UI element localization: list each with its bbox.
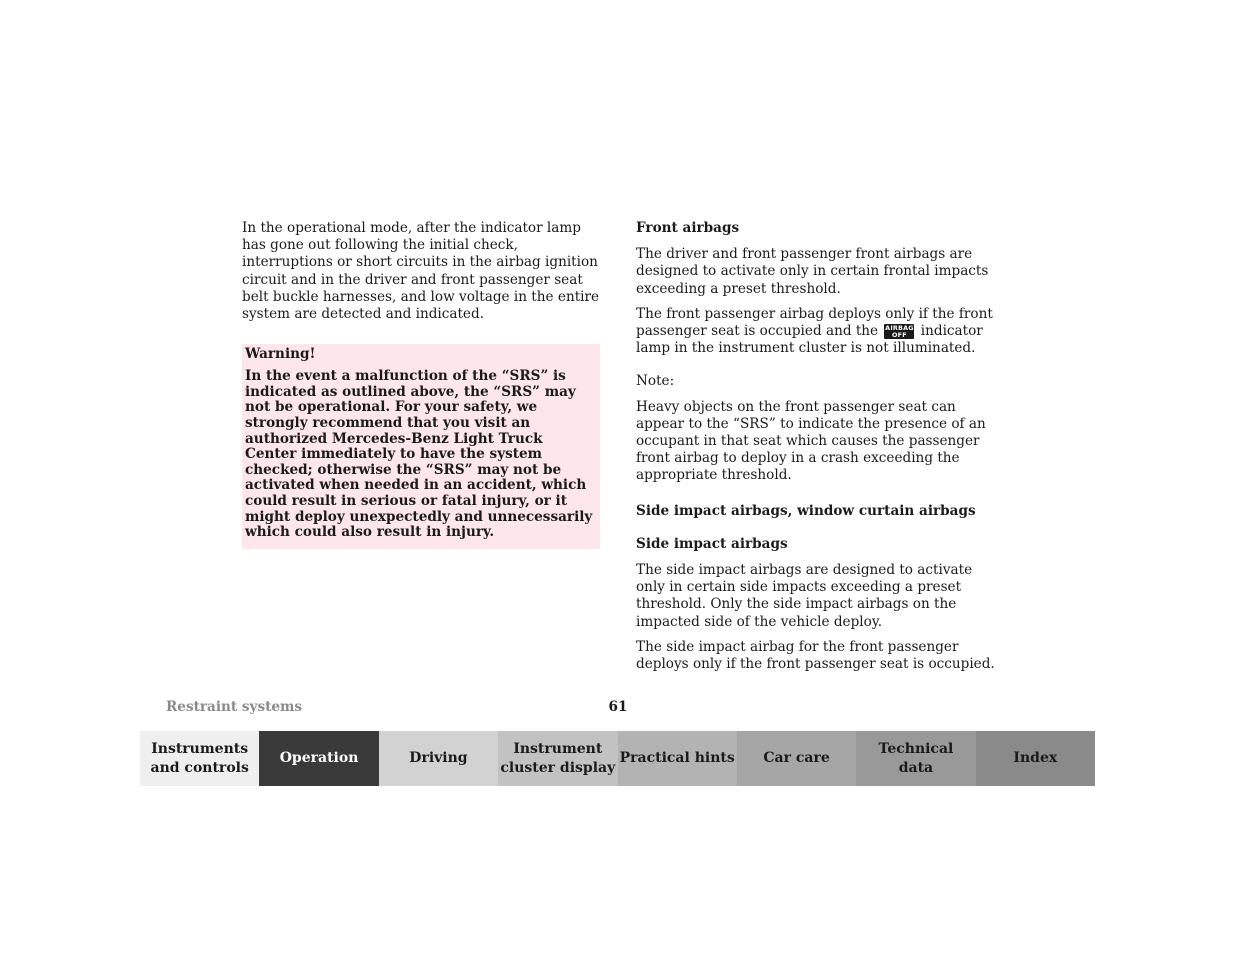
side-impact-airbags-heading: Side impact airbags	[636, 535, 788, 552]
tab-instrument-cluster-display[interactable]: Instrument cluster display	[498, 731, 617, 786]
front-airbags-heading: Front airbags	[636, 220, 740, 236]
airbag-off-icon: AIRBAG OFF	[885, 324, 914, 340]
side-airbags-paragraph-2: The side impact airbag for the front passenger deploys only if the front passenger seat is occupied.	[636, 638, 995, 673]
warning-title: Warning!	[245, 346, 316, 363]
right-column	[636, 220, 998, 681]
tab-practical-hints[interactable]: Practical hints	[618, 731, 737, 786]
left-column	[242, 220, 602, 549]
side-airbags-paragraph-1: The side impact airbags are designed to activate only in certain side impacts exceeding a preset threshold. Only the side impact airbags on the impacted side of the vehicle deploy.	[636, 562, 973, 630]
tab-operation[interactable]: Operation	[259, 731, 378, 786]
front-airbags-p2-before: The front passenger airbag deploys only if the front passenger seat is occupied and the	[636, 305, 993, 340]
side-curtain-airbags-heading: Side impact airbags, window curtain airbags	[636, 502, 976, 519]
chapter-tabs	[140, 731, 1095, 786]
tab-car-care[interactable]: Car care	[737, 731, 856, 786]
tab-index[interactable]: Index	[976, 731, 1095, 786]
footer-section-title: Restraint systems	[166, 699, 303, 715]
intro-paragraph: In the operational mode, after the indicator lamp has gone out following the initial check, interruptions or short circuits in the airbag ignition circuit and in the driver and front passenger seat belt buckle harnesses, and low voltage in the entire system are detected and indicated.	[242, 220, 600, 323]
note-text: Heavy objects on the front passenger seat can appear to the “SRS” to indicate the presence of an occupant in that seat which causes the passenger front airbag to deploy in a crash exceeding the appropriate threshold.	[636, 398, 986, 484]
page-number: 61	[608, 699, 628, 715]
front-airbags-p2-after: indicator lamp in the instrument cluster is not illuminated.	[636, 323, 983, 357]
front-airbags-paragraph-1: The driver and front passenger front airbags are designed to activate only in certain frontal impacts exceeding a preset threshold.	[636, 246, 989, 297]
tab-driving[interactable]: Driving	[379, 731, 498, 786]
tab-technical-data[interactable]: Technical data	[856, 731, 975, 786]
warning-text: In the event a malfunction of the “SRS” is indicated as outlined above, the “SRS” may not be operational. For your safety, we strongly recommend that you visit an authorized Mercedes-Benz Light Truck Center immediately to have the system checked; otherwise the “SRS” may not be activated when needed in an accident, which could result in serious or fatal injury, or it might deploy unexpectedly and unnecessarily which could also result in injury.	[245, 368, 593, 541]
note-label: Note:	[636, 373, 675, 390]
warning-box	[242, 344, 600, 549]
tab-instruments-and-controls[interactable]: Instruments and controls	[140, 731, 259, 786]
front-airbags-paragraph-2	[636, 306, 998, 358]
